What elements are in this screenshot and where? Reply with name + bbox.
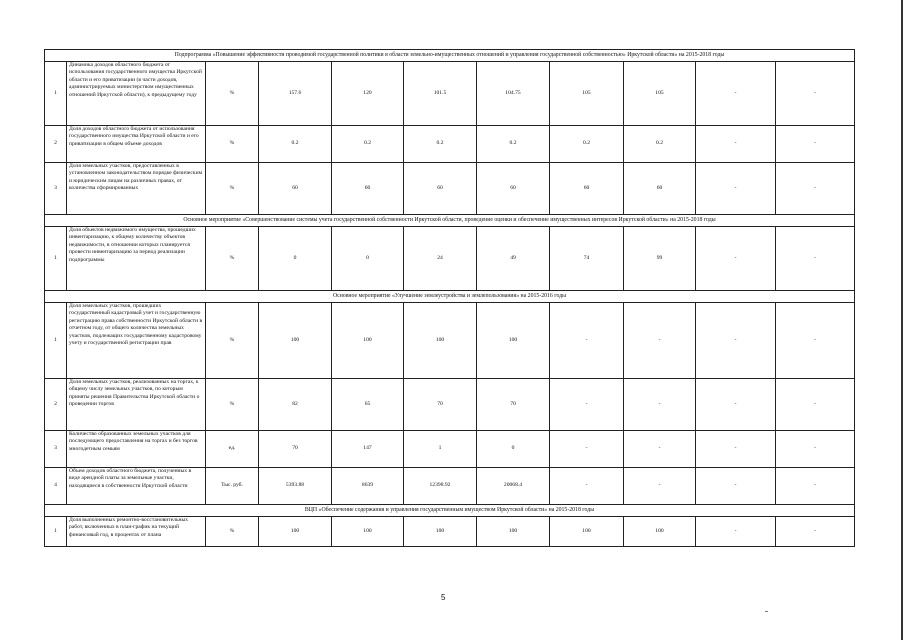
value-cell: -: [776, 517, 855, 547]
value-cell: 5393.88: [259, 468, 332, 505]
section-header: Подпрограмма «Повышение эффективности проводимой государственной политики в области земельно-имущественных отношений и управления государственной собственностью» Иркутской области» на 2015-2018 годы: [45, 50, 855, 62]
section-header: Основное мероприятие «Совершенствование системы учета государственной собственности Иркутской области, проведение оценки и обеспечение имущественных интересов Иркутской области» на 2015-2018 годы: [45, 215, 855, 227]
section-header-row: [45, 291, 855, 303]
value-cell: 82: [259, 379, 332, 431]
unit-cell: %: [206, 227, 259, 291]
value-cell: -: [550, 431, 624, 468]
value-cell: 60: [550, 163, 624, 215]
value-cell: 65: [332, 379, 404, 431]
scan-speck: [765, 611, 768, 612]
value-cell: 70: [404, 379, 477, 431]
value-cell: 100: [477, 517, 550, 547]
value-cell: -: [696, 431, 776, 468]
indicator-description: Доля объектов недвижимого имущества, прошедших инвентаризацию, к общему количеству объектов недвижимости, в отношении которых планируется провести инвентаризацию за период реализации подпрограммы: [67, 227, 206, 291]
value-cell: 60: [404, 163, 477, 215]
table-row: [45, 431, 855, 468]
value-cell: 0.2: [624, 126, 696, 163]
value-cell: -: [696, 62, 776, 126]
value-cell: 100: [332, 303, 404, 379]
value-cell: -: [776, 303, 855, 379]
value-cell: -: [624, 431, 696, 468]
table-row: [45, 163, 855, 215]
row-number: 1: [45, 303, 67, 379]
value-cell: -: [696, 303, 776, 379]
value-cell: -: [776, 62, 855, 126]
page-number: 5: [441, 593, 446, 602]
table-row: [45, 126, 855, 163]
row-number: 2: [45, 126, 67, 163]
table-row: [45, 227, 855, 291]
section-header-row: [45, 505, 855, 517]
value-cell: 147: [332, 431, 404, 468]
value-cell: 0: [332, 227, 404, 291]
value-cell: 0.2: [404, 126, 477, 163]
value-cell: 12398.92: [404, 468, 477, 505]
value-cell: -: [696, 517, 776, 547]
value-cell: 0.2: [259, 126, 332, 163]
value-cell: -: [776, 126, 855, 163]
value-cell: 20068.4: [477, 468, 550, 505]
value-cell: 104.75: [477, 62, 550, 126]
value-cell: 99: [624, 227, 696, 291]
section-header-row: [45, 215, 855, 227]
scan-edge: [901, 0, 903, 640]
value-cell: 100: [332, 517, 404, 547]
value-cell: 100: [477, 303, 550, 379]
row-number: 3: [45, 431, 67, 468]
value-cell: -: [696, 227, 776, 291]
row-number: 1: [45, 62, 67, 126]
unit-cell: %: [206, 163, 259, 215]
value-cell: 0.2: [332, 126, 404, 163]
unit-cell: %: [206, 303, 259, 379]
value-cell: 49: [477, 227, 550, 291]
value-cell: 100: [259, 517, 332, 547]
value-cell: 60: [332, 163, 404, 215]
unit-cell: Тыс. руб.: [206, 468, 259, 505]
table-row: [45, 517, 855, 547]
value-cell: 0.2: [477, 126, 550, 163]
value-cell: -: [550, 379, 624, 431]
value-cell: -: [776, 468, 855, 505]
indicator-description: Количество образованных земельных участков для последующего предоставления на торгах и без торгов многодетным семьям: [67, 431, 206, 468]
table-row: [45, 303, 855, 379]
unit-cell: %: [206, 517, 259, 547]
value-cell: -: [776, 227, 855, 291]
value-cell: 100: [404, 303, 477, 379]
value-cell: -: [624, 468, 696, 505]
value-cell: -: [696, 163, 776, 215]
indicator-description: Доля земельных участков, реализованных на торгах, к общему числу земельных участков, по которым приняты решения Правительства Иркутской области о проведении торгов: [67, 379, 206, 431]
value-cell: 100: [404, 517, 477, 547]
value-cell: 60: [624, 163, 696, 215]
unit-cell: %: [206, 62, 259, 126]
indicator-description: Доля доходов областного бюджета от использования государственного имущества Иркутской области и его приватизации в общем объеме доходов: [67, 126, 206, 163]
value-cell: 105: [550, 62, 624, 126]
value-cell: 0: [477, 431, 550, 468]
value-cell: 60: [477, 163, 550, 215]
indicator-description: Объем доходов областного бюджета, полученных в виде арендной платы за земельные участки, находящиеся в собственности Иркутской области: [67, 468, 206, 505]
row-number: 1: [45, 227, 67, 291]
value-cell: 0.2: [550, 126, 624, 163]
value-cell: -: [696, 468, 776, 505]
indicator-description: Динамика доходов областного бюджета от использования государственного имущества Иркутской области и его приватизации (в части доходов, администрируемых министерством имущественных отношений Иркутской области), к предыдущему году: [67, 62, 206, 126]
value-cell: 100: [550, 517, 624, 547]
value-cell: 70: [259, 431, 332, 468]
table-row: [45, 468, 855, 505]
indicator-description: Доля выполненных ремонтно-восстановительных работ, включенных в план-график на текущий финансовый год, в процентах от плана: [67, 517, 206, 547]
value-cell: -: [776, 163, 855, 215]
value-cell: 70: [477, 379, 550, 431]
table-row: [45, 379, 855, 431]
value-cell: 100: [624, 517, 696, 547]
unit-cell: %: [206, 126, 259, 163]
indicators-table: [44, 49, 855, 547]
value-cell: 24: [404, 227, 477, 291]
value-cell: 105: [624, 62, 696, 126]
indicator-description: Доля земельных участков, предоставленных в установленном законодательством порядке физическим и юридическим лицам на различных правах, от количества сформированных: [67, 163, 206, 215]
row-number: 4: [45, 468, 67, 505]
value-cell: 8639: [332, 468, 404, 505]
value-cell: -: [550, 468, 624, 505]
value-cell: 120: [332, 62, 404, 126]
value-cell: 74: [550, 227, 624, 291]
row-number: 2: [45, 379, 67, 431]
value-cell: 1: [404, 431, 477, 468]
value-cell: 0: [259, 227, 332, 291]
section-header: Основное мероприятие «Улучшение землеустройства и землепользования» на 2015-2016 годы: [45, 291, 855, 303]
unit-cell: %: [206, 379, 259, 431]
row-number: 1: [45, 517, 67, 547]
row-number: 3: [45, 163, 67, 215]
value-cell: 60: [259, 163, 332, 215]
unit-cell: ед.: [206, 431, 259, 468]
table-row: [45, 62, 855, 126]
value-cell: 157.6: [259, 62, 332, 126]
value-cell: -: [696, 126, 776, 163]
value-cell: -: [776, 431, 855, 468]
value-cell: -: [550, 303, 624, 379]
value-cell: -: [624, 379, 696, 431]
indicator-description: Доля земельных участков, прошедших государственный кадастровый учет и государственную регистрацию права собственности Иркутской области в отчетном году, от общего количества земельных участков, подлежащих государственному кадастровому учету и государственной регистрации прав: [67, 303, 206, 379]
value-cell: -: [776, 379, 855, 431]
value-cell: -: [624, 303, 696, 379]
section-header: ВЦП «Обеспечение содержания и управления государственным имуществом Иркутской области» на 2015-2018 годы: [45, 505, 855, 517]
value-cell: 101.5: [404, 62, 477, 126]
section-header-row: [45, 50, 855, 62]
value-cell: 100: [259, 303, 332, 379]
value-cell: -: [696, 379, 776, 431]
